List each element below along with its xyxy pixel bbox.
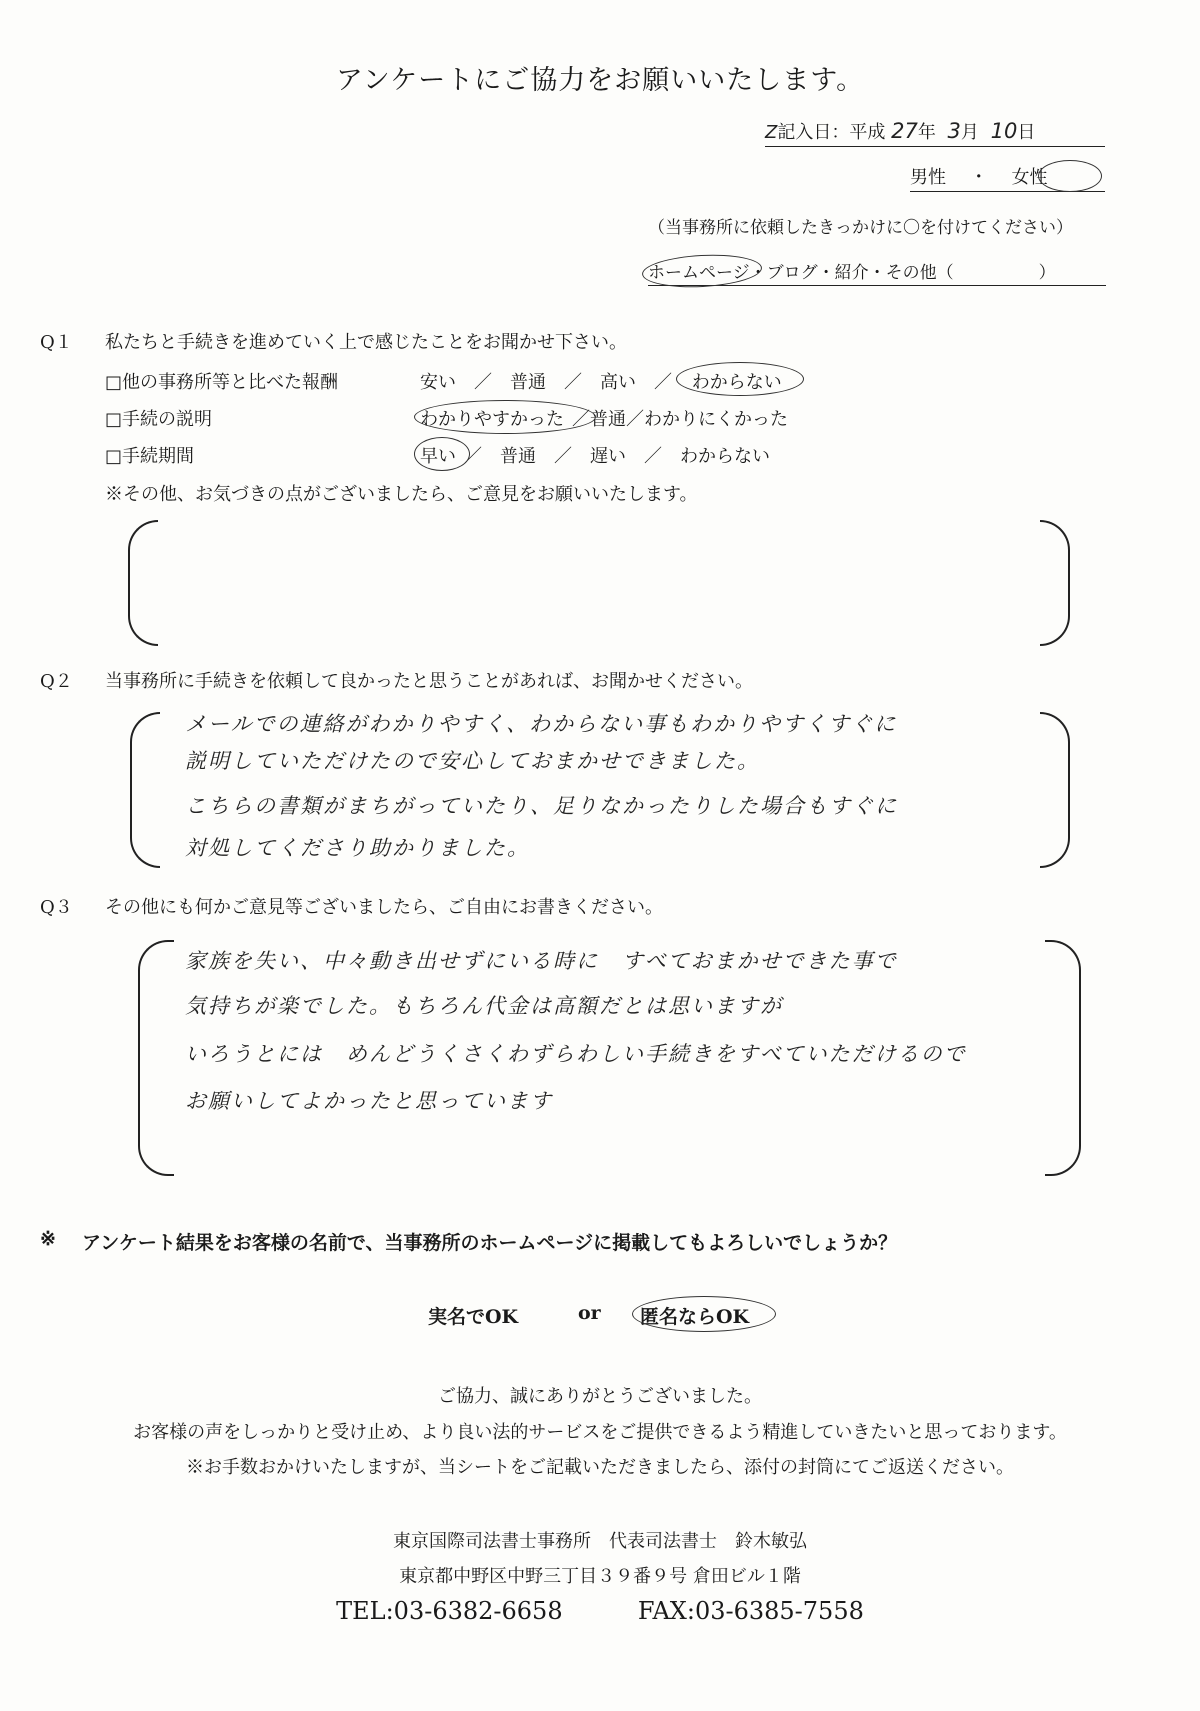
explanation-options-text: ／普通／わかりにくかった: [572, 409, 788, 430]
q1-number: Q１: [40, 332, 73, 353]
period-selection-circle: [414, 437, 470, 471]
q2-answer-line-4: 対処してくださり助かりました。: [185, 836, 530, 860]
q3-answer-line-1: 家族を失い、中々動き出せずにいる時に すべておまかせできた事で: [185, 949, 898, 973]
date-day-unit: 日: [1017, 122, 1036, 143]
q3-number: Q３: [40, 897, 73, 918]
q1-item-explanation-label: □手続の説明: [105, 409, 213, 430]
date-year: 27: [891, 119, 918, 143]
office-address: 東京都中野区中野三丁目３９番９号 倉田ビル１階: [399, 1566, 801, 1587]
q1-item-period-options: [420, 442, 770, 468]
q3-answer-line-4: お願いしてよかったと思っています: [185, 1089, 553, 1113]
office-name: 東京国際司法書士事務所 代表司法書士 鈴木敏弘: [393, 1531, 807, 1552]
date-month: 3: [947, 119, 961, 143]
office-tel: TEL:03-6382-6658: [336, 1597, 563, 1625]
q2-answer-line-1: メールでの連絡がわかりやすく、わからない事もわかりやすくすぐに: [185, 712, 898, 736]
q3-answer-bracket-left: [138, 940, 174, 1176]
publish-or: or: [578, 1302, 601, 1324]
q2-answer-bracket-left: [130, 712, 160, 868]
q1-comment-bracket-left: [128, 520, 158, 646]
publish-option-anonymous: 匿名ならOK: [640, 1306, 750, 1328]
q1-comment-bracket-right: [1040, 520, 1070, 646]
gender-male: 男性: [910, 167, 946, 188]
date-month-unit: 月: [960, 122, 979, 143]
survey-title: アンケートにご協力をお願いいたします。: [335, 65, 865, 96]
date-label: 記入日：平成: [777, 122, 886, 143]
q1-item-period-label: □手続期間: [105, 446, 195, 467]
q1-text: 私たちと手続きを進めていく上で感じたことをお聞かせ下さい。: [105, 332, 627, 353]
q3-answer-line-2: 気持ちが楽でした。もちろん代金は高額だとは思いますが: [185, 994, 783, 1018]
closing-thanks: ご協力、誠にありがとうございました。: [438, 1386, 762, 1407]
q1-note: ※その他、お気づきの点がございましたら、ご意見をお願いいたします。: [105, 484, 698, 505]
closing-return-note: ※お手数おかけいたしますが、当シートをご記載いただきましたら、添付の封筒にてご返送ください。: [186, 1457, 1014, 1478]
q2-answer-line-3: こちらの書類がまちがっていたり、足りなかったりした場合もすぐに: [185, 794, 898, 818]
q2-answer-line-2: 説明していただけたので安心しておまかせできました。: [185, 749, 760, 773]
explanation-option-clear: わかりやすかった: [420, 409, 564, 430]
q3-text: その他にも何かご意見等ございましたら、ご自由にお書きください。: [105, 897, 663, 918]
office-fax: FAX:03-6385-7558: [637, 1597, 864, 1625]
date-mark: Z: [765, 122, 778, 143]
q2-text: 当事務所に手続きを依頼して良かったと思うことがあれば、お聞かせください。: [105, 671, 753, 692]
gender-separator: ・: [969, 167, 988, 188]
fee-selection-circle: [676, 362, 804, 396]
period-option-fast: 早い: [420, 446, 456, 467]
q1-item-fee-label: □他の事務所等と比べた報酬: [105, 372, 339, 393]
date-day: 10: [990, 119, 1018, 143]
gender-selection-circle: [1038, 160, 1102, 192]
q3-answer-bracket-right: [1045, 940, 1081, 1176]
q2-number: Q２: [40, 671, 73, 692]
publish-question: アンケート結果をお客様の名前で、当事務所のホームページに掲載してもよろしいでしょうか？: [82, 1232, 898, 1254]
fee-options-text: 安い ／ 普通 ／ 高い ／: [420, 372, 672, 393]
q3-answer-line-3: いろうとには めんどうくさくわずらわしい手続きをすべていただけるので: [185, 1042, 967, 1066]
period-options-text: ／ 普通 ／ 遅い ／ わからない: [464, 446, 770, 467]
entry-date: [765, 118, 1105, 147]
trigger-options: ホームページ・ブログ・紹介・その他（ ）: [648, 258, 1106, 286]
explanation-selection-circle: [414, 400, 596, 434]
fee-option-unknown: わからない: [691, 372, 782, 393]
publish-mark: ※: [40, 1228, 56, 1250]
date-year-unit: 年: [917, 122, 936, 143]
office-contact: [0, 1597, 1200, 1625]
publish-selection-circle: [632, 1296, 776, 1332]
publish-option-real-name: 実名でOK: [428, 1306, 519, 1328]
q2-answer-bracket-right: [1040, 712, 1070, 868]
closing-message: お客様の声をしっかりと受け止め、より良い法的サービスをご提供できるよう精進していきたいと思っております。: [133, 1422, 1067, 1443]
gender-female: 女性: [1011, 167, 1048, 188]
trigger-note: （当事務所に依頼したきっかけに〇を付けてください）: [648, 218, 1073, 238]
